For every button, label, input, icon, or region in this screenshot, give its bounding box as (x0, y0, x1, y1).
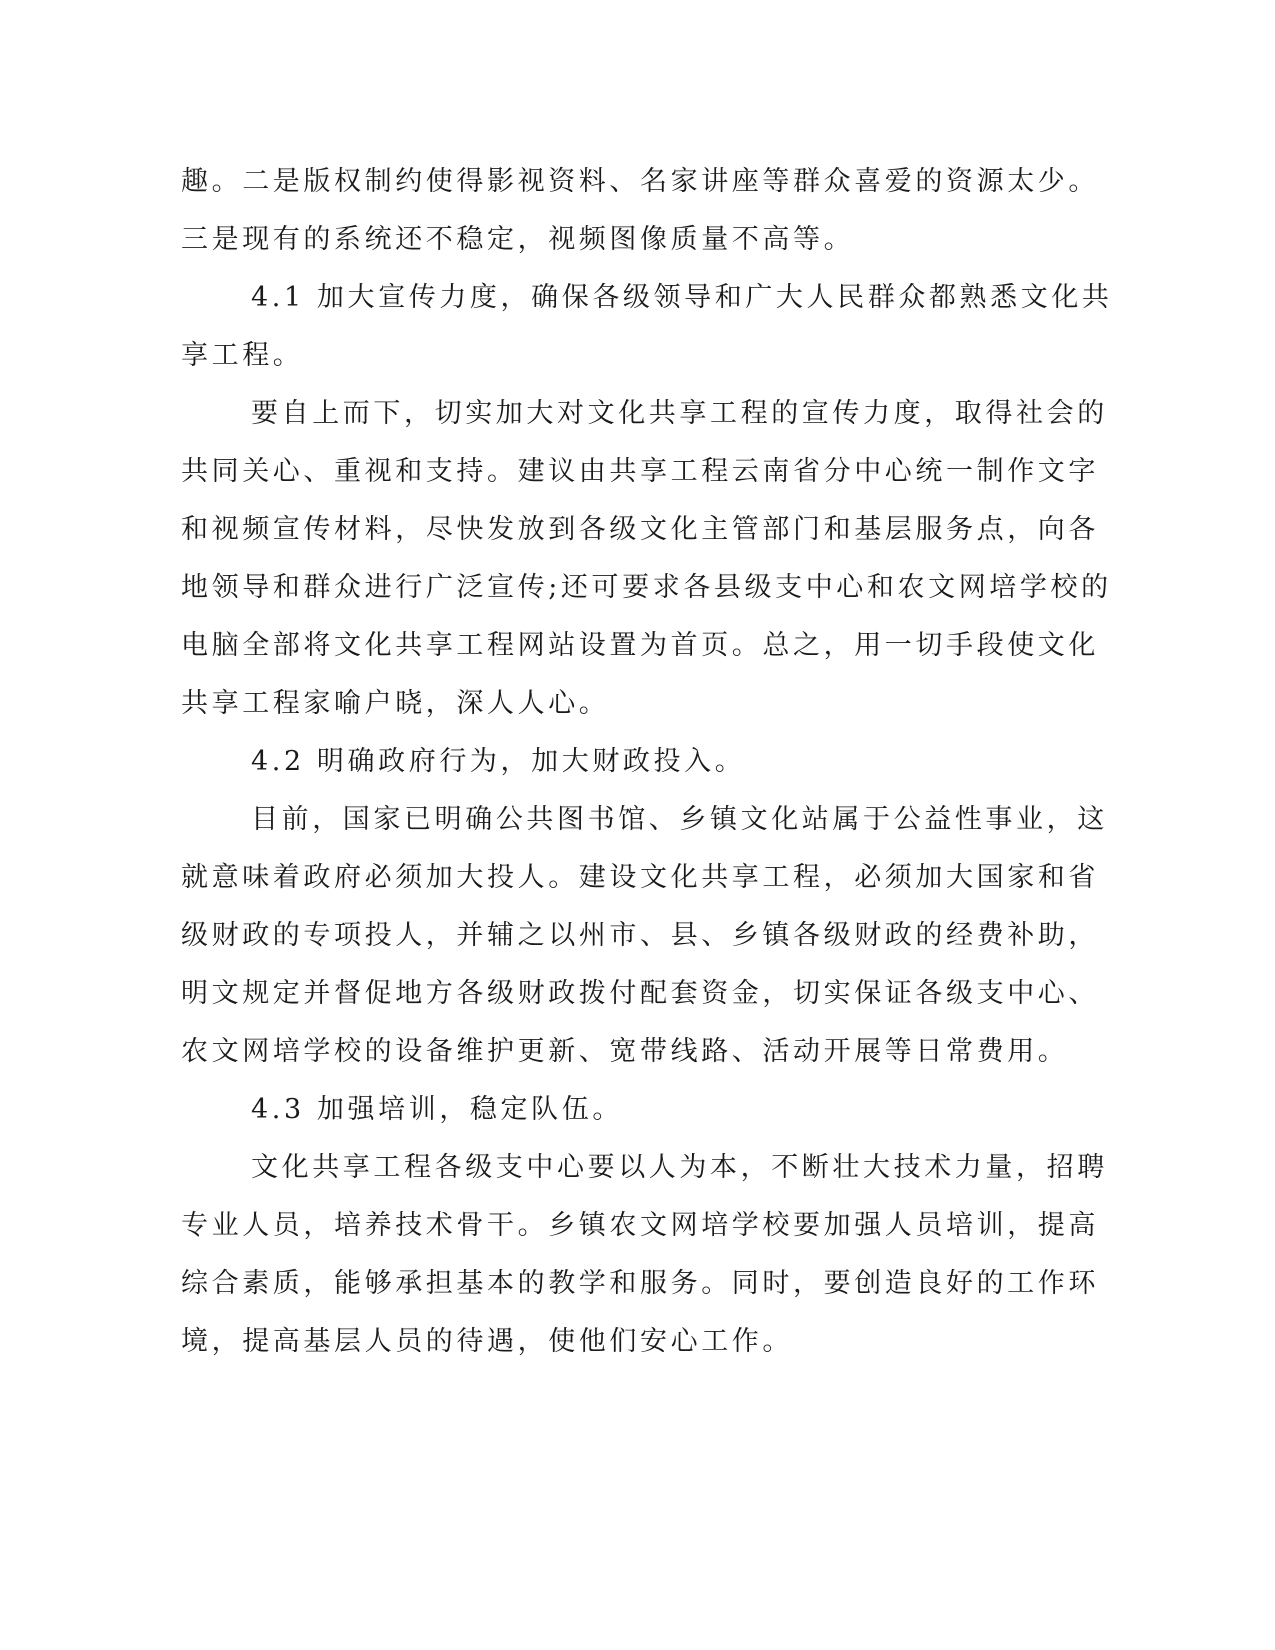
text-line: 趣。二是版权制约使得影视资料、名家讲座等群众喜爱的资源太少。 (181, 166, 1099, 197)
text-line: 境，提高基层人员的待遇，使他们安心工作。 (181, 1326, 793, 1357)
text-line: 农文网培学校的设备维护更新、宽带线路、活动开展等日常费用。 (181, 1036, 1069, 1067)
text-line: 就意味着政府必须加大投人。建设文化共享工程，必须加大国家和省 (181, 862, 1099, 893)
text-line: 明文规定并督促地方各级财政拨付配套资金，切实保证各级支中心、 (181, 978, 1099, 1009)
heading-4-3: 4.3 加强培训，稳定队伍。 (251, 1094, 623, 1125)
text-line: 和视频宣传材料，尽快发放到各级文化主管部门和基层服务点，向各 (181, 514, 1099, 545)
text-line: 级财政的专项投人，并辅之以州市、县、乡镇各级财政的经费补助， (181, 920, 1099, 951)
paragraph-first-line: 文化共享工程各级支中心要以人为本，不断壮大技术力量，招聘 (251, 1152, 1108, 1183)
text-line: 共享工程家喻户晓，深人人心。 (181, 688, 610, 719)
heading-4-1: 4.1 加大宣传力度，确保各级领导和广大人民群众都熟悉文化共 (251, 282, 1113, 313)
text-line: 综合素质，能够承担基本的教学和服务。同时，要创造良好的工作环 (181, 1268, 1099, 1299)
text-line: 共同关心、重视和支持。建议由共享工程云南省分中心统一制作文字 (181, 456, 1099, 487)
text-line: 三是现有的系统还不稳定，视频图像质量不高等。 (181, 224, 855, 255)
text-line: 专业人员，培养技术骨干。乡镇农文网培学校要加强人员培训，提高 (181, 1210, 1099, 1241)
heading-4-2: 4.2 明确政府行为，加大财政投入。 (251, 746, 746, 777)
paragraph-first-line: 目前，国家已明确公共图书馆、乡镇文化站属于公益性事业，这 (251, 804, 1108, 835)
heading-4-1-continued: 享工程。 (181, 340, 304, 371)
text-line: 地领导和群众进行广泛宣传;还可要求各县级支中心和农文网培学校的 (181, 572, 1112, 603)
text-line: 电脑全部将文化共享工程网站设置为首页。总之，用一切手段使文化 (181, 630, 1099, 661)
paragraph-first-line: 要自上而下，切实加大对文化共享工程的宣传力度，取得社会的 (251, 398, 1108, 429)
